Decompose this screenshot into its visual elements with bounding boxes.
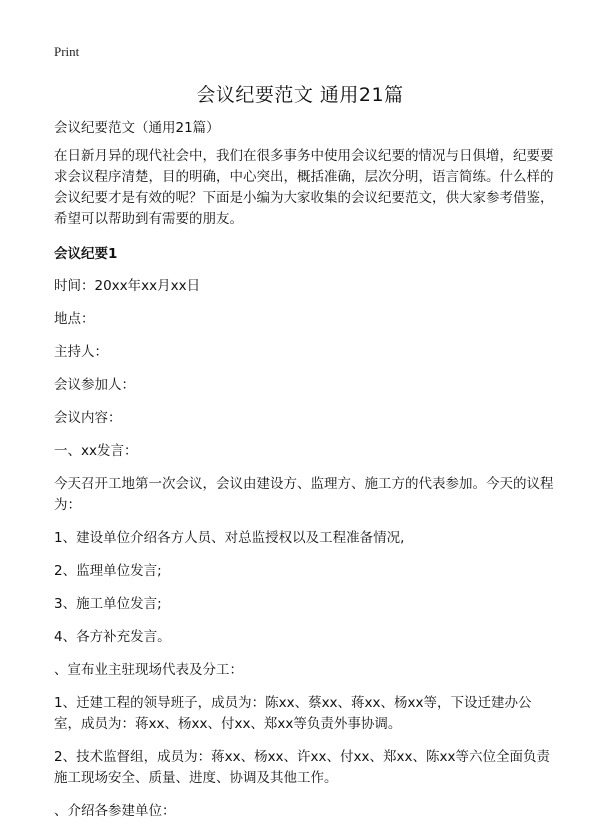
leadership-item: 1、迁建工程的领导班子，成员为：陈xx、蔡xx、蒋xx、杨xx等，下设迁建办公室，成员为：蒋xx、杨xx、付xx、郑xx等负责外事协调。 [54,695,532,732]
introduce-heading: 、介绍各参建单位： [54,803,176,819]
intro-paragraph: 在日新月异的现代社会中，我们在很多事务中使用会议纪要的情况与日俱增，纪要要求会议程序清楚，目的明确，中心突出，概括准确，层次分明，语言简练。什么样的会议纪要才是有效的呢？下面是小编为大家收集的会议纪要范文，供大家参考借鉴，希望可以帮助到有需要的朋友。 [54,148,554,227]
speaker-line: 一、xx发言： [54,443,138,459]
meeting-time: 时间：20xx年xx月xx日 [54,278,201,294]
document-body [54,118,554,834]
meeting-intro-paragraph: 今天召开工地第一次会议，会议由建设方、监理方、施工方的代表参加。今天的议程为： [54,476,554,513]
print-link[interactable]: Print [54,44,80,59]
section-heading-1: 会议纪要1 [54,246,118,262]
meeting-content-label: 会议内容： [54,410,122,426]
document-subtitle: 会议纪要范文（通用21篇） [54,120,220,136]
meeting-attendees: 会议参加人： [54,377,135,393]
agenda-item: 1、建设单位介绍各方人员、对总监授权以及工程准备情况, [54,530,405,546]
technical-supervision-item: 2、技术监督组，成员为：蒋xx、杨xx、许xx、付xx、郑xx、陈xx等六位全面负责施工现场安全、质量、进度、协调及其他工作。 [54,749,550,786]
announce-heading: 、宣布业主驻现场代表及分工： [54,662,243,678]
document-title: 会议纪要范文 通用21篇 [196,84,404,106]
meeting-host: 主持人： [54,344,108,360]
agenda-item: 4、各方补充发言。 [54,629,171,645]
meeting-place: 地点： [54,311,95,327]
agenda-item: 3、施工单位发言; [54,596,162,612]
agenda-item: 2、监理单位发言; [54,563,162,579]
